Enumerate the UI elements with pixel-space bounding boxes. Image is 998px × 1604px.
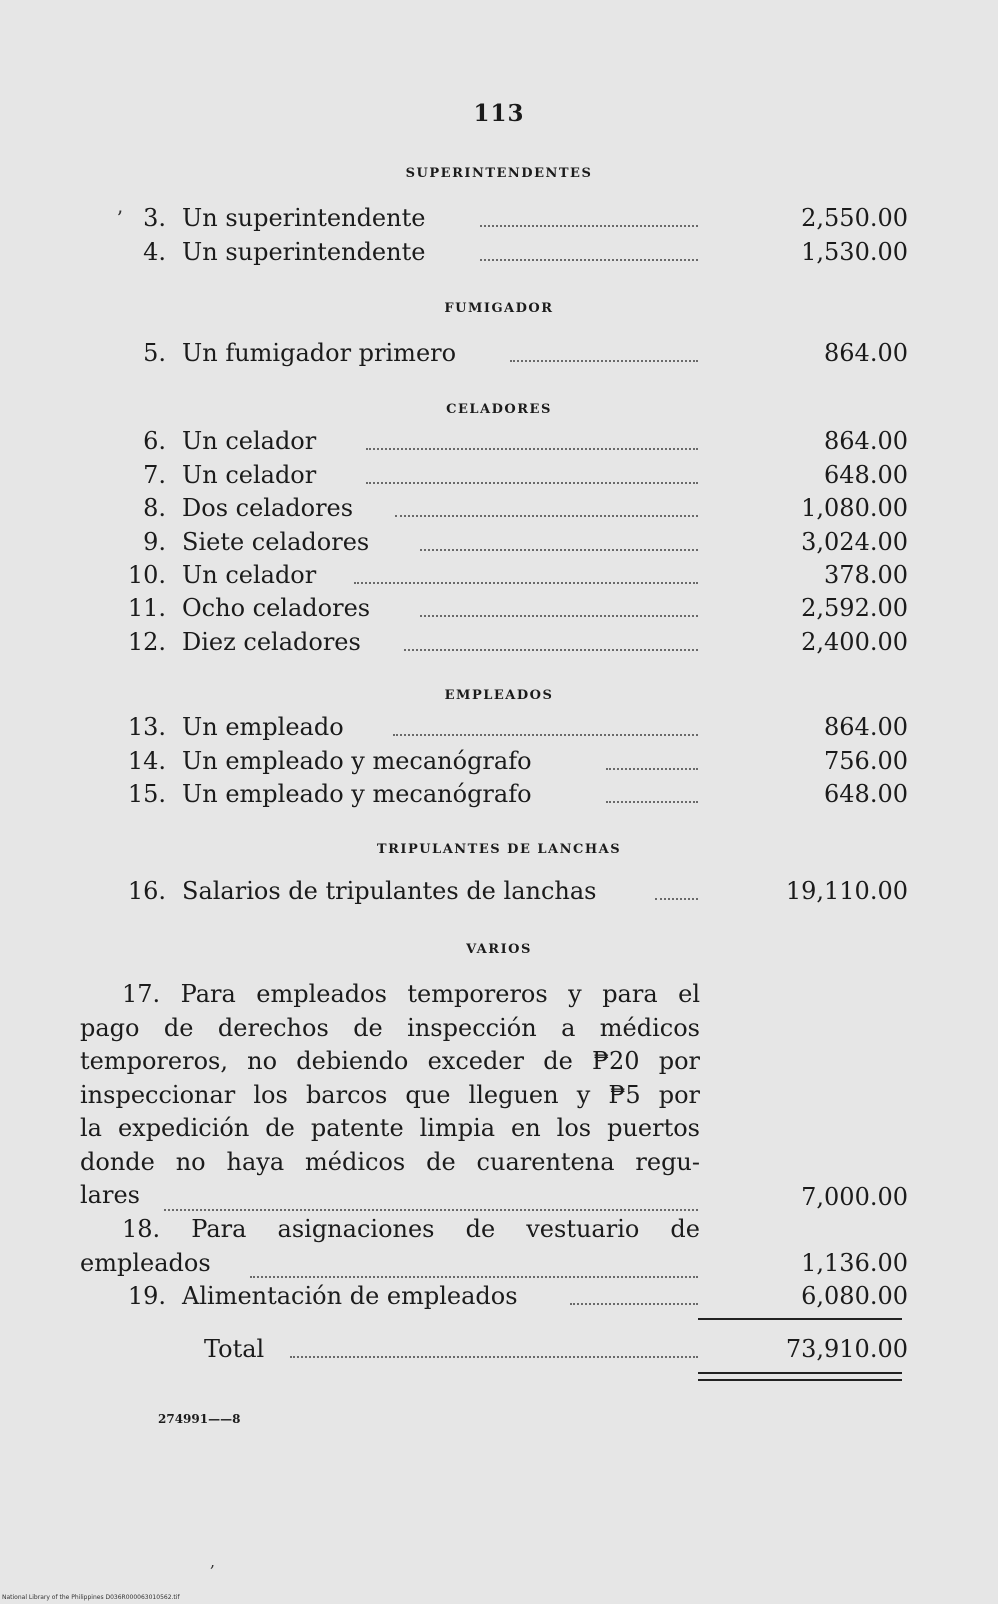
paragraph-line: empleados	[80, 1248, 211, 1277]
item-description: Alimentación de empleados	[182, 1282, 518, 1310]
item-description: Un empleado y mecanógrafo	[182, 747, 532, 775]
item-number: 16.	[127, 877, 166, 905]
item-amount: 2,550.00	[801, 204, 908, 232]
item-amount: 19,110.00	[785, 877, 908, 905]
leader-dots	[606, 799, 698, 803]
total-row	[0, 1332, 998, 1366]
item-number: 8.	[143, 494, 166, 522]
item-number: 15.	[127, 780, 166, 808]
item-number: 19.	[127, 1282, 166, 1310]
leader-dots	[250, 1274, 698, 1278]
double-rule	[698, 1372, 902, 1381]
line-item	[0, 458, 998, 492]
item-amount: 864.00	[824, 427, 908, 455]
item-number: 9.	[143, 528, 166, 556]
item-description: Salarios de tripulantes de lanchas	[182, 877, 597, 905]
item-number: 7.	[143, 461, 166, 489]
item-description: Siete celadores	[182, 528, 370, 556]
leader-dots	[510, 358, 698, 362]
line-item	[0, 625, 998, 659]
section-heading-superintendentes: SUPERINTENDENTES	[405, 166, 593, 181]
item-number: 14.	[127, 747, 166, 775]
section-heading-tripulantes: TRIPULANTES DE LANCHAS	[376, 842, 622, 857]
item-amount: 1,530.00	[801, 238, 908, 266]
line-item	[0, 591, 998, 625]
item-description: Un empleado	[182, 713, 344, 741]
paragraph-line: inspeccionar los barcos que lleguen y ₱5 por	[80, 1080, 700, 1109]
item-number: 3.	[143, 204, 166, 232]
line-item	[0, 424, 998, 458]
item-description: Un superintendente	[182, 238, 426, 266]
section-heading-varios: VARIOS	[466, 942, 532, 957]
item-amount: 648.00	[824, 461, 908, 489]
leader-dots	[366, 480, 698, 484]
leader-dots	[420, 547, 698, 551]
item-description: Un celador	[182, 427, 317, 455]
section-heading-fumigador: FUMIGADOR	[444, 301, 554, 316]
item-description: Un empleado y mecanógrafo	[182, 780, 532, 808]
item-description: Dos celadores	[182, 494, 354, 522]
item-18-paragraph	[80, 1213, 700, 1280]
line-item	[0, 777, 998, 811]
item-amount: 1,136.00	[801, 1249, 908, 1277]
paragraph-line: la expedición de patente limpia en los puertos	[80, 1114, 700, 1142]
paragraph-line: 18. Para asignaciones de vestuario de	[122, 1215, 700, 1243]
item-description: Un superintendente	[182, 204, 426, 232]
item-amount: 2,592.00	[801, 594, 908, 622]
scan-credit: National Library of the Philippines D036R000063010562.tif	[2, 1594, 180, 1601]
item-description: Un celador	[182, 461, 317, 489]
page-number: 113	[473, 100, 525, 127]
item-description: Ocho celadores	[182, 594, 371, 622]
item-number: 11.	[127, 594, 166, 622]
line-item	[0, 710, 998, 744]
stray-mark: ,	[210, 1552, 216, 1571]
paragraph-line: lares	[80, 1181, 140, 1209]
item-17-paragraph	[80, 978, 700, 1213]
item-amount: 378.00	[824, 561, 908, 589]
leader-dots	[393, 732, 698, 736]
line-item	[0, 235, 998, 269]
leader-dots	[655, 896, 698, 900]
leader-dots	[404, 647, 698, 651]
total-label: Total	[204, 1335, 265, 1363]
paragraph-line: donde no haya médicos de cuarentena regu-	[80, 1147, 700, 1176]
item-amount: 6,080.00	[801, 1282, 908, 1310]
item-amount: 7,000.00	[801, 1183, 908, 1211]
total-amount: 73,910.00	[785, 1335, 908, 1363]
paragraph-line: pago de derechos de inspección a médicos	[80, 1013, 700, 1042]
item-amount: 648.00	[824, 780, 908, 808]
leader-dots	[606, 766, 698, 770]
item-amount: 756.00	[824, 747, 908, 775]
leader-dots	[395, 513, 698, 517]
line-item	[0, 336, 998, 370]
item-amount: 2,400.00	[801, 628, 908, 656]
item-number: 4.	[143, 238, 166, 266]
line-item	[0, 744, 998, 778]
item-description: Un celador	[182, 561, 317, 589]
leader-dots	[480, 257, 698, 261]
item-number: 12.	[127, 628, 166, 656]
leader-dots	[480, 223, 698, 227]
item-number: 6.	[143, 427, 166, 455]
line-item	[0, 491, 998, 525]
item-amount: 1,080.00	[801, 494, 908, 522]
item-number: 13.	[127, 713, 166, 741]
item-amount: 864.00	[824, 713, 908, 741]
leader-dots	[366, 446, 698, 450]
printer-code: 274991——8	[158, 1412, 241, 1426]
subtotal-rule	[698, 1318, 902, 1320]
item-description: Un fumigador primero	[182, 339, 457, 367]
paragraph-line: temporeros, no debiendo exceder de ₱20 por	[80, 1047, 700, 1075]
item-number: 10.	[127, 561, 166, 589]
item-amount: 3,024.00	[801, 528, 908, 556]
leader-dots	[354, 580, 698, 584]
line-item	[0, 201, 998, 235]
item-description: Diez celadores	[182, 628, 361, 656]
item-amount: 864.00	[824, 339, 908, 367]
leader-dots	[164, 1207, 698, 1211]
section-heading-celadores: CELADORES	[446, 402, 552, 417]
item-number: 5.	[143, 339, 166, 367]
leader-dots	[420, 613, 698, 617]
line-item	[0, 558, 998, 592]
leader-dots	[290, 1354, 698, 1358]
leader-dots	[570, 1301, 698, 1305]
line-item	[0, 1279, 998, 1313]
stray-mark: ʼ	[116, 206, 123, 230]
section-heading-empleados: EMPLEADOS	[444, 688, 554, 703]
line-item	[0, 525, 998, 559]
paragraph-line: 17. Para empleados temporeros y para el	[122, 980, 700, 1008]
line-item	[0, 874, 998, 908]
